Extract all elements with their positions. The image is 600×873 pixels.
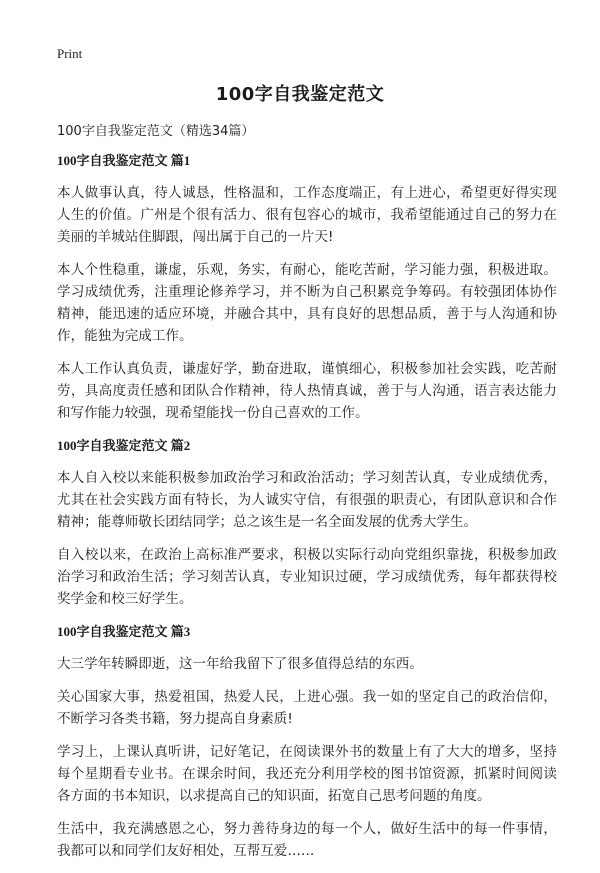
- paragraph: 关心国家大事，热爱祖国，热爱人民，上进心强。我一如的坚定自己的政治信仰，不断学习各类书籍，努力提高自身素质!: [57, 689, 557, 727]
- paragraph: 大三学年转瞬即逝，这一年给我留下了很多值得总结的东西。: [57, 656, 423, 672]
- paragraph: 本人自入校以来能积极参加政治学习和政治活动；学习刻苦认真，专业成绩优秀，尤其在社会实践方面有特长，为人诚实守信，有很强的职责心，有团队意识和合作精神；能尊师敬长团结同学；总之该生是一名全面发展的优秀大学生。: [57, 470, 557, 530]
- section-heading: 100字自我鉴定范文 篇1: [57, 153, 191, 168]
- paragraph: 本人工作认真负责，谦虚好学，勤奋进取，谨慎细心，积极参加社会实践，吃苦耐劳，具高度责任感和团队合作精神，待人热情真诚，善于与人沟通，语言表达能力和写作能力较强，现希望能找一份自己喜欢的工作。: [57, 361, 557, 421]
- paragraph: 自入校以来，在政治上高标准严要求，积极以实际行动向党组织靠拢，积极参加政治学习和政治生活；学习刻苦认真，专业知识过硬，学习成绩优秀，每年都获得校奖学金和校三好学生。: [57, 547, 557, 607]
- paragraph: 本人做事认真，待人诚恳，性格温和，工作态度端正，有上进心，希望更好得实现人生的价值。广州是个很有活力、很有包容心的城市，我希望能通过自己的努力在美丽的羊城站住脚跟，闯出属于自己的一片天!: [57, 185, 557, 245]
- document-body: [57, 150, 557, 873]
- section-heading: 100字自我鉴定范文 篇2: [57, 438, 191, 453]
- print-link[interactable]: Print: [57, 46, 83, 61]
- paragraph: 本人个性稳重，谦虚，乐观，务实，有耐心，能吃苦耐，学习能力强，积极进取。学习成绩优秀，注重理论修养学习，并不断为自己积累竞争筹码。有较强团体协作精神，能迅速的适应环境，并融合其中，具有良好的思想品质，善于与人沟通和协作，能独为完成工作。: [57, 262, 557, 344]
- section-heading: 100字自我鉴定范文 篇3: [57, 624, 191, 639]
- paragraph: 学习上，上课认真听讲，记好笔记，在阅读课外书的数量上有了大大的增多，坚持每个星期看专业书。在课余时间，我还充分利用学校的图书馆资源，抓紧时间阅读各方面的书本知识，以求提高自己的知识面，拓宽自己思考问题的角度。: [57, 744, 557, 804]
- page-subtitle: 100字自我鉴定范文（精选34篇）: [57, 124, 255, 139]
- paragraph: 生活中，我充满感恩之心，努力善待身边的每一个人，做好生活中的每一件事情，我都可以和同学们友好相处，互帮互爱……: [57, 821, 557, 859]
- page-title: 100字自我鉴定范文: [215, 84, 385, 105]
